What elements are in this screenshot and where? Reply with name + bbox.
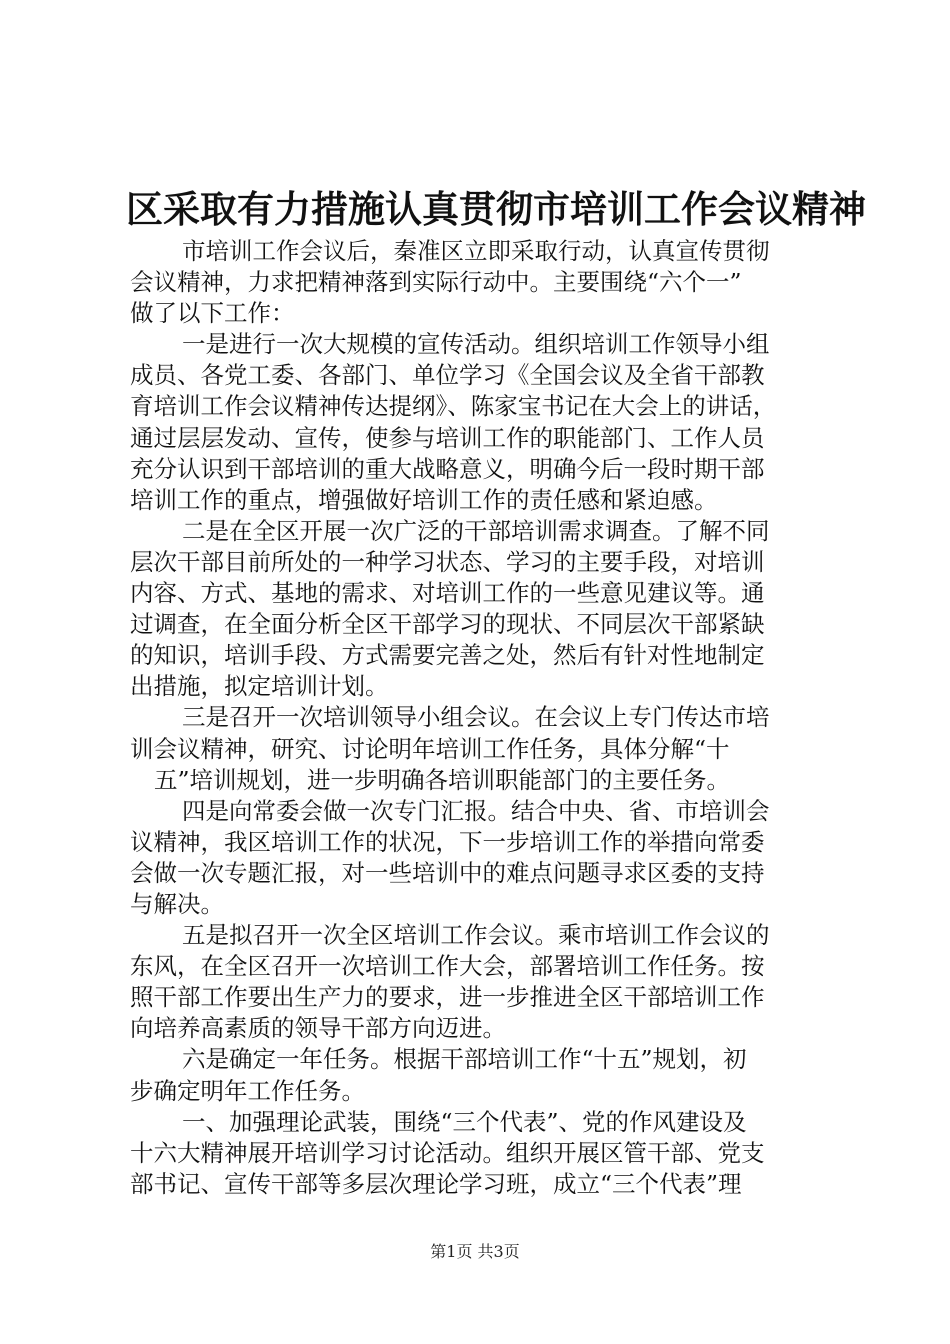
- text-line: 出措施，拟定培训计划。: [130, 672, 389, 701]
- text-line: 会做一次专题汇报，对一些培训中的难点问题寻求区委的支持: [130, 858, 765, 887]
- text-line: 通过层层发动、宣传，使参与培训工作的职能部门、工作人员: [130, 423, 765, 452]
- text-line: 六是确定一年任务。根据干部培训工作“十五”规划，初: [182, 1045, 747, 1074]
- text-line: 训会议精神，研究、讨论明年培训工作任务，具体分解“十: [130, 734, 730, 763]
- text-line: 过调查，在全面分析全区干部学习的现状、不同层次干部紧缺: [130, 610, 765, 639]
- text-line: 三是召开一次培训领导小组会议。在会议上专门传达市培: [182, 703, 770, 732]
- text-line: 层次干部目前所处的一种学习状态、学习的主要手段，对培训: [130, 547, 765, 576]
- text-line: 与解决。: [130, 889, 224, 918]
- text-line: 一、加强理论武装，围绕“三个代表”、党的作风建设及: [182, 1107, 747, 1136]
- text-line: 成员、各党工委、各部门、单位学习《全国会议及全省干部教: [130, 361, 765, 390]
- text-line: 市培训工作会议后，秦准区立即采取行动，认真宣传贯彻: [182, 237, 770, 265]
- text-line: 充分认识到干部培训的重大战略意义，明确今后一段时期干部: [130, 454, 765, 483]
- text-line: 会议精神，力求把精神落到实际行动中。主要围绕“六个一”: [130, 268, 742, 297]
- text-line: 育培训工作会议精神传达提纲》、陈家宝书记在大会上的讲话，: [130, 392, 777, 421]
- text-line: 二是在全区开展一次广泛的干部培训需求调查。了解不同: [182, 516, 770, 545]
- text-line: 东风，在全区召开一次培训工作大会，部署培训工作任务。按: [130, 952, 765, 981]
- text-line: 五是拟召开一次全区培训工作会议。乘市培训工作会议的: [182, 921, 770, 950]
- text-line: 议精神，我区培训工作的状况，下一步培训工作的举措向常委: [130, 827, 765, 856]
- text-line: 向培养高素质的领导干部方向迈进。: [130, 1014, 506, 1043]
- page-footer: 第1页 共3页: [430, 1242, 520, 1261]
- text-line: 部书记、宣传干部等多层次理论学习班，成立“三个代表”理: [130, 1169, 742, 1198]
- text-line: 的知识，培训手段、方式需要完善之处，然后有针对性地制定: [130, 641, 765, 670]
- text-line: 四是向常委会做一次专门汇报。结合中央、省、市培训会: [182, 796, 770, 825]
- text-line: 五”培训规划，进一步明确各培训职能部门的主要任务。: [154, 765, 731, 794]
- document-body: [130, 236, 830, 1200]
- text-line: 内容、方式、基地的需求、对培训工作的一些意见建议等。通: [130, 579, 765, 608]
- text-line: 做了以下工作：: [130, 299, 295, 328]
- text-line: 步确定明年工作任务。: [130, 1076, 365, 1105]
- text-line: 十六大精神展开培训学习讨论活动。组织开展区管干部、党支: [130, 1138, 765, 1167]
- text-line: 一是进行一次大规模的宣传活动。组织培训工作领导小组: [182, 330, 770, 359]
- text-line: 培训工作的重点，增强做好培训工作的责任感和紧迫感。: [130, 485, 718, 514]
- text-line: 照干部工作要出生产力的要求，进一步推进全区干部培训工作: [130, 983, 765, 1012]
- document-title: 区采取有力措施认真贯彻市培训工作会议精神: [126, 188, 866, 231]
